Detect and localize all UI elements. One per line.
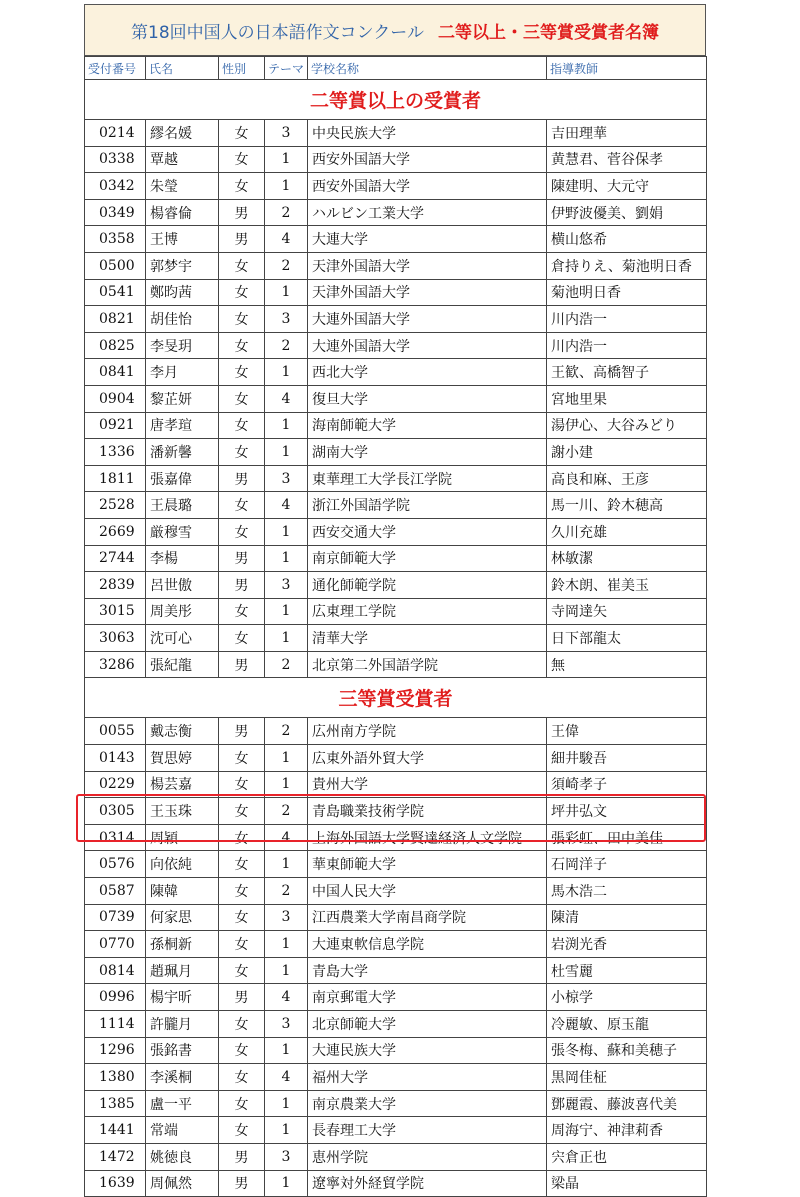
receipt-number-cell: 1296 — [85, 1037, 146, 1064]
theme-cell: 4 — [265, 492, 308, 519]
gender-cell: 男 — [219, 199, 265, 226]
receipt-number-cell: 0821 — [85, 306, 146, 333]
theme-cell: 3 — [265, 120, 308, 147]
teacher-cell: 小椋学 — [547, 984, 707, 1011]
document-subtitle: 二等以上・三等賞受賞者名簿 — [437, 22, 659, 43]
school-cell: 東華理工大学長江学院 — [308, 465, 547, 492]
teacher-cell: 張彩虹、田中美佳 — [547, 824, 707, 851]
receipt-number-cell: 1811 — [85, 465, 146, 492]
receipt-number-cell: 0825 — [85, 332, 146, 359]
column-header: 指導教師 — [547, 57, 707, 80]
name-cell: 黎芷妍 — [146, 385, 219, 412]
table-row — [85, 798, 707, 825]
theme-cell: 2 — [265, 199, 308, 226]
teacher-cell: 寺岡達矢 — [547, 598, 707, 625]
gender-cell: 女 — [219, 745, 265, 772]
teacher-cell: 久川充雄 — [547, 518, 707, 545]
gender-cell: 女 — [219, 878, 265, 905]
gender-cell: 女 — [219, 931, 265, 958]
receipt-number-cell: 1472 — [85, 1143, 146, 1170]
gender-cell: 女 — [219, 1090, 265, 1117]
school-cell: 広東外語外貿大学 — [308, 745, 547, 772]
table-row — [85, 931, 707, 958]
column-header-row — [85, 57, 707, 80]
teacher-cell: 謝小建 — [547, 439, 707, 466]
gender-cell: 女 — [219, 332, 265, 359]
table-row — [85, 1090, 707, 1117]
theme-cell: 1 — [265, 771, 308, 798]
table-row — [85, 1143, 707, 1170]
theme-cell: 2 — [265, 252, 308, 279]
receipt-number-cell: 0541 — [85, 279, 146, 306]
school-cell: 海南師範大学 — [308, 412, 547, 439]
table-row — [85, 572, 707, 599]
table-row — [85, 745, 707, 772]
teacher-cell: 林敏潔 — [547, 545, 707, 572]
gender-cell: 男 — [219, 572, 265, 599]
teacher-cell: 黄慧君、菅谷保孝 — [547, 146, 707, 173]
teacher-cell: 高良和麻、王彦 — [547, 465, 707, 492]
name-cell: 胡佳怡 — [146, 306, 219, 333]
gender-cell: 女 — [219, 492, 265, 519]
table-row — [85, 878, 707, 905]
name-cell: 戴志衡 — [146, 718, 219, 745]
gender-cell: 女 — [219, 279, 265, 306]
table-row — [85, 359, 707, 386]
name-cell: 繆名媛 — [146, 120, 219, 147]
receipt-number-cell: 0996 — [85, 984, 146, 1011]
teacher-cell: 宍倉正也 — [547, 1143, 707, 1170]
school-cell: 広州南方学院 — [308, 718, 547, 745]
table-row — [85, 1170, 707, 1197]
table-row — [85, 771, 707, 798]
receipt-number-cell: 0739 — [85, 904, 146, 931]
table-row — [85, 651, 707, 678]
theme-cell: 4 — [265, 385, 308, 412]
name-cell: 趙珮月 — [146, 957, 219, 984]
receipt-number-cell: 1639 — [85, 1170, 146, 1197]
table-row — [85, 984, 707, 1011]
receipt-number-cell: 0921 — [85, 412, 146, 439]
receipt-number-cell: 3286 — [85, 651, 146, 678]
theme-cell: 1 — [265, 279, 308, 306]
school-cell: 西安外国語大学 — [308, 146, 547, 173]
name-cell: 周穎 — [146, 824, 219, 851]
name-cell: 呂世傲 — [146, 572, 219, 599]
theme-cell: 1 — [265, 1117, 308, 1144]
school-cell: 遼寧対外経貿学院 — [308, 1170, 547, 1197]
name-cell: 陳韓 — [146, 878, 219, 905]
gender-cell: 女 — [219, 173, 265, 200]
school-cell: 清華大学 — [308, 625, 547, 652]
theme-cell: 1 — [265, 1037, 308, 1064]
receipt-number-cell: 0576 — [85, 851, 146, 878]
school-cell: 復旦大学 — [308, 385, 547, 412]
teacher-cell: 鄧麗霞、藤波喜代美 — [547, 1090, 707, 1117]
theme-cell: 4 — [265, 984, 308, 1011]
school-cell: 天津外国語大学 — [308, 252, 547, 279]
gender-cell: 女 — [219, 824, 265, 851]
column-header: 受付番号 — [85, 57, 146, 80]
column-header: テーマ — [265, 57, 308, 80]
school-cell: 広東理工学院 — [308, 598, 547, 625]
school-cell: 大連民族大学 — [308, 1037, 547, 1064]
table-row — [85, 173, 707, 200]
receipt-number-cell: 0500 — [85, 252, 146, 279]
gender-cell: 女 — [219, 625, 265, 652]
column-header: 氏名 — [146, 57, 219, 80]
school-cell: 西北大学 — [308, 359, 547, 386]
gender-cell: 男 — [219, 226, 265, 253]
gender-cell: 女 — [219, 598, 265, 625]
table-row — [85, 465, 707, 492]
school-cell: 恵州学院 — [308, 1143, 547, 1170]
gender-cell: 男 — [219, 718, 265, 745]
gender-cell: 男 — [219, 1143, 265, 1170]
school-cell: 西安交通大学 — [308, 518, 547, 545]
table-row — [85, 439, 707, 466]
theme-cell: 1 — [265, 146, 308, 173]
theme-cell: 2 — [265, 651, 308, 678]
receipt-number-cell: 0342 — [85, 173, 146, 200]
name-cell: 何家思 — [146, 904, 219, 931]
name-cell: 覃越 — [146, 146, 219, 173]
gender-cell: 女 — [219, 439, 265, 466]
teacher-cell: 王偉 — [547, 718, 707, 745]
table-row — [85, 1011, 707, 1038]
teacher-cell: 日下部龍太 — [547, 625, 707, 652]
teacher-cell: 坪井弘文 — [547, 798, 707, 825]
receipt-number-cell: 0904 — [85, 385, 146, 412]
gender-cell: 女 — [219, 1117, 265, 1144]
table-row — [85, 252, 707, 279]
teacher-cell: 湯伊心、大谷みどり — [547, 412, 707, 439]
name-cell: 楊宇昕 — [146, 984, 219, 1011]
table-row — [85, 904, 707, 931]
receipt-number-cell: 0314 — [85, 824, 146, 851]
table-row — [85, 385, 707, 412]
title-bar — [84, 4, 706, 56]
gender-cell: 女 — [219, 306, 265, 333]
school-cell: 中央民族大学 — [308, 120, 547, 147]
award-list-sheet — [84, 4, 706, 1197]
receipt-number-cell: 2839 — [85, 572, 146, 599]
name-cell: 張紀龍 — [146, 651, 219, 678]
table-row — [85, 851, 707, 878]
receipt-number-cell: 0055 — [85, 718, 146, 745]
gender-cell: 女 — [219, 412, 265, 439]
teacher-cell: 倉持りえ、菊池明日香 — [547, 252, 707, 279]
name-cell: 張銘書 — [146, 1037, 219, 1064]
gender-cell: 女 — [219, 904, 265, 931]
theme-cell: 3 — [265, 1011, 308, 1038]
teacher-cell: 馬一川、鈴木穂高 — [547, 492, 707, 519]
teacher-cell: 馬木浩二 — [547, 878, 707, 905]
teacher-cell: 冷麗敏、原玉龍 — [547, 1011, 707, 1038]
name-cell: 姚徳良 — [146, 1143, 219, 1170]
table-row — [85, 332, 707, 359]
teacher-cell: 陳清 — [547, 904, 707, 931]
school-cell: 大連外国語大学 — [308, 332, 547, 359]
theme-cell: 1 — [265, 625, 308, 652]
school-cell: ハルビン工業大学 — [308, 199, 547, 226]
receipt-number-cell: 1441 — [85, 1117, 146, 1144]
gender-cell: 女 — [219, 1037, 265, 1064]
name-cell: 王博 — [146, 226, 219, 253]
gender-cell: 女 — [219, 252, 265, 279]
receipt-number-cell: 1336 — [85, 439, 146, 466]
school-cell: 江西農業大学南昌商学院 — [308, 904, 547, 931]
name-cell: 許朧月 — [146, 1011, 219, 1038]
school-cell: 長春理工大学 — [308, 1117, 547, 1144]
table-row — [85, 518, 707, 545]
teacher-cell: 菊池明日香 — [547, 279, 707, 306]
table-row — [85, 1064, 707, 1091]
school-cell: 中国人民大学 — [308, 878, 547, 905]
gender-cell: 男 — [219, 465, 265, 492]
section-heading-row — [85, 678, 707, 718]
name-cell: 李楊 — [146, 545, 219, 572]
name-cell: 楊芸嘉 — [146, 771, 219, 798]
receipt-number-cell: 1385 — [85, 1090, 146, 1117]
receipt-number-cell: 2669 — [85, 518, 146, 545]
gender-cell: 女 — [219, 120, 265, 147]
theme-cell: 1 — [265, 598, 308, 625]
school-cell: 福州大学 — [308, 1064, 547, 1091]
gender-cell: 女 — [219, 518, 265, 545]
document-title: 第18回中国人の日本語作文コンクール — [131, 22, 424, 43]
table-row — [85, 199, 707, 226]
school-cell: 北京師範大学 — [308, 1011, 547, 1038]
theme-cell: 1 — [265, 359, 308, 386]
theme-cell: 4 — [265, 1064, 308, 1091]
teacher-cell: 川内浩一 — [547, 306, 707, 333]
theme-cell: 2 — [265, 798, 308, 825]
theme-cell: 2 — [265, 718, 308, 745]
theme-cell: 1 — [265, 851, 308, 878]
table-row — [85, 718, 707, 745]
table-row — [85, 492, 707, 519]
receipt-number-cell: 3015 — [85, 598, 146, 625]
theme-cell: 2 — [265, 878, 308, 905]
school-cell: 天津外国語大学 — [308, 279, 547, 306]
gender-cell: 男 — [219, 984, 265, 1011]
theme-cell: 1 — [265, 745, 308, 772]
school-cell: 華東師範大学 — [308, 851, 547, 878]
school-cell: 大連外国語大学 — [308, 306, 547, 333]
gender-cell: 男 — [219, 545, 265, 572]
table-row — [85, 1037, 707, 1064]
teacher-cell: 黒岡佳柾 — [547, 1064, 707, 1091]
name-cell: 郭梦宇 — [146, 252, 219, 279]
column-header: 学校名称 — [308, 57, 547, 80]
gender-cell: 女 — [219, 771, 265, 798]
theme-cell: 1 — [265, 1170, 308, 1197]
name-cell: 楊睿倫 — [146, 199, 219, 226]
theme-cell: 3 — [265, 572, 308, 599]
teacher-cell: 王歓、高橋智子 — [547, 359, 707, 386]
theme-cell: 1 — [265, 439, 308, 466]
table-row — [85, 306, 707, 333]
school-cell: 北京第二外国語学院 — [308, 651, 547, 678]
theme-cell: 1 — [265, 412, 308, 439]
table-row — [85, 625, 707, 652]
table-row — [85, 412, 707, 439]
theme-cell: 1 — [265, 1090, 308, 1117]
receipt-number-cell: 0349 — [85, 199, 146, 226]
receipt-number-cell: 0770 — [85, 931, 146, 958]
school-cell: 南京師範大学 — [308, 545, 547, 572]
school-cell: 西安外国語大学 — [308, 173, 547, 200]
name-cell: 向依純 — [146, 851, 219, 878]
receipt-number-cell: 3063 — [85, 625, 146, 652]
receipt-number-cell: 2744 — [85, 545, 146, 572]
theme-cell: 4 — [265, 824, 308, 851]
table-row — [85, 226, 707, 253]
name-cell: 常端 — [146, 1117, 219, 1144]
name-cell: 沈可心 — [146, 625, 219, 652]
receipt-number-cell: 0143 — [85, 745, 146, 772]
section-heading: 三等賞受賞者 — [85, 678, 707, 718]
receipt-number-cell: 0358 — [85, 226, 146, 253]
name-cell: 李溪桐 — [146, 1064, 219, 1091]
teacher-cell: 吉田理華 — [547, 120, 707, 147]
table-row — [85, 545, 707, 572]
teacher-cell: 細井駿吾 — [547, 745, 707, 772]
name-cell: 孫桐新 — [146, 931, 219, 958]
receipt-number-cell: 0229 — [85, 771, 146, 798]
receipt-number-cell: 2528 — [85, 492, 146, 519]
receipt-number-cell: 0305 — [85, 798, 146, 825]
theme-cell: 1 — [265, 931, 308, 958]
teacher-cell: 鈴木朗、崔美玉 — [547, 572, 707, 599]
teacher-cell: 伊野波優美、劉娟 — [547, 199, 707, 226]
receipt-number-cell: 0587 — [85, 878, 146, 905]
name-cell: 賀思婷 — [146, 745, 219, 772]
name-cell: 王玉珠 — [146, 798, 219, 825]
theme-cell: 1 — [265, 518, 308, 545]
column-header: 性別 — [219, 57, 265, 80]
award-table — [84, 56, 707, 1197]
gender-cell: 男 — [219, 1170, 265, 1197]
name-cell: 唐孝瑄 — [146, 412, 219, 439]
gender-cell: 女 — [219, 957, 265, 984]
gender-cell: 男 — [219, 651, 265, 678]
teacher-cell: 須崎孝子 — [547, 771, 707, 798]
teacher-cell: 周海宁、神津莉香 — [547, 1117, 707, 1144]
teacher-cell: 岩渕光香 — [547, 931, 707, 958]
name-cell: 周佩然 — [146, 1170, 219, 1197]
receipt-number-cell: 1114 — [85, 1011, 146, 1038]
theme-cell: 4 — [265, 226, 308, 253]
theme-cell: 3 — [265, 904, 308, 931]
table-row — [85, 598, 707, 625]
section-heading-row — [85, 80, 707, 120]
school-cell: 南京農業大学 — [308, 1090, 547, 1117]
receipt-number-cell: 0841 — [85, 359, 146, 386]
gender-cell: 女 — [219, 851, 265, 878]
table-row — [85, 120, 707, 147]
gender-cell: 女 — [219, 798, 265, 825]
school-cell: 青島職業技術学院 — [308, 798, 547, 825]
theme-cell: 3 — [265, 306, 308, 333]
theme-cell: 1 — [265, 173, 308, 200]
school-cell: 浙江外国語学院 — [308, 492, 547, 519]
school-cell: 通化師範学院 — [308, 572, 547, 599]
theme-cell: 3 — [265, 465, 308, 492]
gender-cell: 女 — [219, 359, 265, 386]
teacher-cell: 横山悠希 — [547, 226, 707, 253]
table-row — [85, 1117, 707, 1144]
teacher-cell: 無 — [547, 651, 707, 678]
school-cell: 青島大学 — [308, 957, 547, 984]
gender-cell: 女 — [219, 385, 265, 412]
name-cell: 鄭昀茜 — [146, 279, 219, 306]
school-cell: 大連大学 — [308, 226, 547, 253]
table-row — [85, 146, 707, 173]
name-cell: 王晨璐 — [146, 492, 219, 519]
teacher-cell: 杜雪麗 — [547, 957, 707, 984]
gender-cell: 女 — [219, 1011, 265, 1038]
teacher-cell: 川内浩一 — [547, 332, 707, 359]
theme-cell: 1 — [265, 545, 308, 572]
gender-cell: 女 — [219, 1064, 265, 1091]
table-row — [85, 824, 707, 851]
table-row — [85, 279, 707, 306]
section-heading: 二等賞以上の受賞者 — [85, 80, 707, 120]
name-cell: 張嘉偉 — [146, 465, 219, 492]
receipt-number-cell: 0214 — [85, 120, 146, 147]
theme-cell: 1 — [265, 957, 308, 984]
teacher-cell: 張冬梅、蘇和美穂子 — [547, 1037, 707, 1064]
school-cell: 貴州大学 — [308, 771, 547, 798]
award-table-body — [85, 57, 707, 1197]
receipt-number-cell: 1380 — [85, 1064, 146, 1091]
table-row — [85, 957, 707, 984]
name-cell: 李月 — [146, 359, 219, 386]
school-cell: 湖南大学 — [308, 439, 547, 466]
teacher-cell: 陳建明、大元守 — [547, 173, 707, 200]
name-cell: 盧一平 — [146, 1090, 219, 1117]
teacher-cell: 梁晶 — [547, 1170, 707, 1197]
name-cell: 周美彤 — [146, 598, 219, 625]
name-cell: 潘新馨 — [146, 439, 219, 466]
name-cell: 朱瑩 — [146, 173, 219, 200]
school-cell: 大連東軟信息学院 — [308, 931, 547, 958]
theme-cell: 3 — [265, 1143, 308, 1170]
receipt-number-cell: 0338 — [85, 146, 146, 173]
theme-cell: 2 — [265, 332, 308, 359]
receipt-number-cell: 0814 — [85, 957, 146, 984]
name-cell: 李旻玥 — [146, 332, 219, 359]
teacher-cell: 石岡洋子 — [547, 851, 707, 878]
school-cell: 南京郵電大学 — [308, 984, 547, 1011]
school-cell: 上海外国語大学賢達経済人文学院 — [308, 824, 547, 851]
gender-cell: 女 — [219, 146, 265, 173]
teacher-cell: 宮地里果 — [547, 385, 707, 412]
name-cell: 厳穆雪 — [146, 518, 219, 545]
